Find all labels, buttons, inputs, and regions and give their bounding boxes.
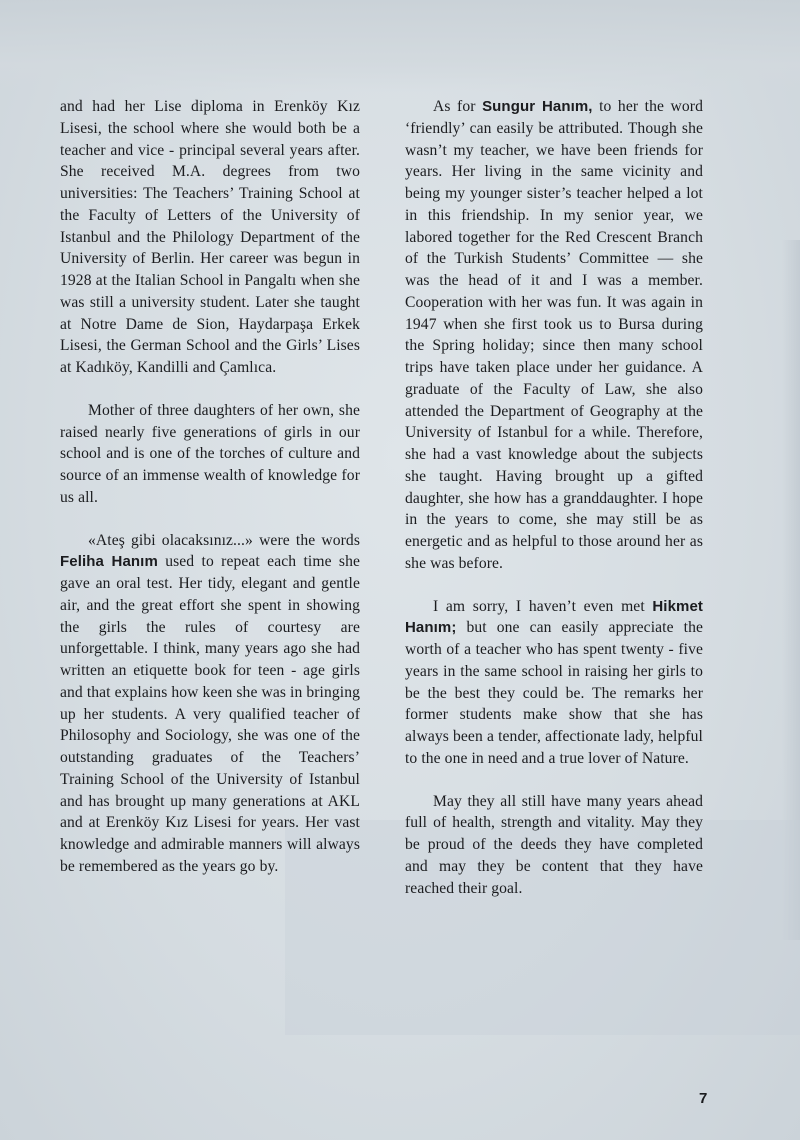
paragraph-feliha-hanim <box>60 530 360 878</box>
top-bleed-through <box>0 0 800 92</box>
text-segment: «Ateş gibi olacaksınız...» were the words <box>88 531 360 549</box>
text-segment: As for <box>433 98 483 115</box>
left-column <box>60 96 360 899</box>
paragraph-hikmet-hanim <box>405 596 703 770</box>
right-column <box>405 96 703 920</box>
text-segment: used to repeat each time she gave an oral test. Her tidy, elegant and gentle air, and the great effort she spent in showing the girls the rules of courtesy are unforgettable. I think, many years ago she had written an etiquette book for teen - age girls and that explains how keen she was in bringing up her students. A very qualified teacher of Philosophy and Sociology, she was one of the outstanding graduates of the Teachers’ Training School of the University of Istanbul and has brought up many generations at AKL and at Erenköy Kız Lisesi for years. Her vast knowledge and admirable manners will always be remembered as the years go by. <box>60 553 360 875</box>
paragraph-mother-of-three: Mother of three daughters of her own, she raised nearly five generations of girls in our school and is one of the torches of culture and source of an immense wealth of knowledge for us all. <box>60 401 360 506</box>
paragraph-closing-wishes: May they all still have many years ahead full of health, strength and vitality. May they be proud of the deeds they have completed and may they be content that they have reached their goal. <box>405 792 703 897</box>
text-segment: to her the word ‘friendly’ can easily be attributed. Though she wasn’t my teacher, we have been friends for years. Her living in the same vicinity and being my younger sister’s teacher helped a lot in this friendship. In my senior year, we labored together for the Red Crescent Branch of the Turkish Students’ Committee — she was the head of it and I was a member. Cooperation with her was fun. It was again in 1947 when she first took us to Bursa during the Spring holiday; since then many school trips have taken place under her guidance. A graduate of the Faculty of Law, she also attended the Department of Geography at the University of Istanbul for a while. Therefore, she had a vast knowledge about the subjects she taught. Having brought up a gifted daughter, she how has a granddaughter. I hope in the years to come, she may still be as energetic and as helpful to those around her as she was before. <box>405 98 703 572</box>
teacher-name-feliha: Feliha Hanım <box>60 553 158 571</box>
text-segment: I am sorry, I haven’t even met <box>433 597 653 615</box>
paragraph-lise-diploma: and had her Lise diploma in Erenköy Kız Lisesi, the school where she would both be a teacher and vice - principal several years after. She received M.A. degrees from two universities: The Teachers’ Training School at the Faculty of Letters of the University of Istanbul and the Philology Department of the University of Berlin. Her career was begun in 1928 at the Italian School in Pangaltı when she was still a university student. Later she taught at Notre Dame de Sion, Haydarpaşa Erkek Lisesi, the German School and the Girls’ Lises at Kadıköy, Kandilli and Çamlıca. <box>60 98 360 376</box>
teacher-name-hikmet: Hikmet Hanım; <box>405 597 703 637</box>
paragraph-sungur-hanim <box>405 96 703 575</box>
page-number: 7 <box>699 1090 708 1107</box>
text-segment: but one can easily appreciate the worth of a teacher who has spent twenty - five years in the same school in raising her girls to be the best they could be. The remarks her former students make show that she has always been a tender, affectionate lady, helpful to the one in need and a true lover of Nature. <box>405 619 703 767</box>
teacher-name-sungur: Sungur Hanım, <box>482 98 593 115</box>
